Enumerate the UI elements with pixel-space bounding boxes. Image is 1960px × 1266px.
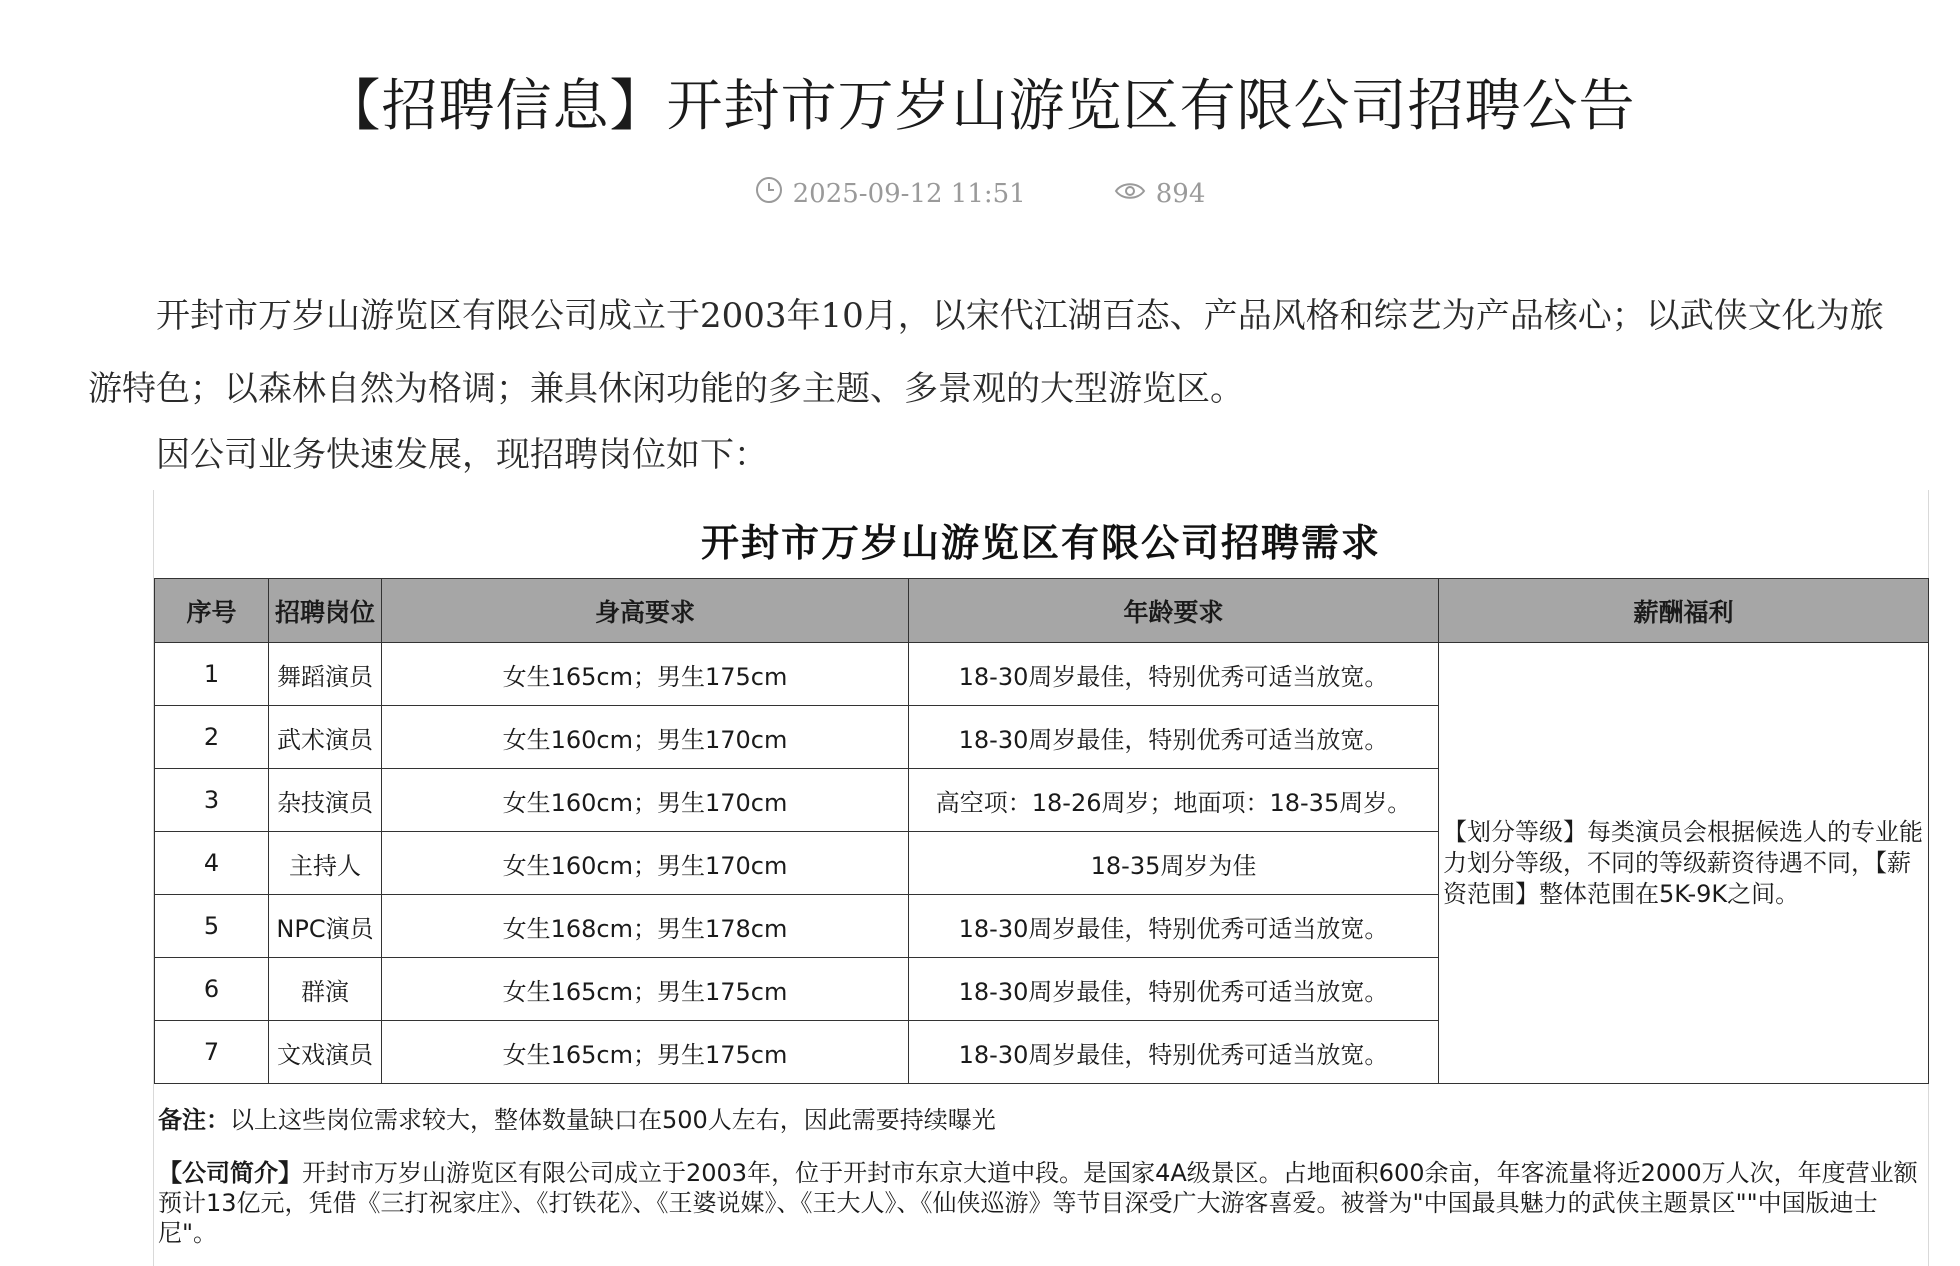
cell-height: 女生160cm；男生170cm [382, 832, 909, 895]
cell-height: 女生165cm；男生175cm [382, 643, 909, 706]
view-count [1114, 179, 1206, 209]
header-age: 年龄要求 [909, 579, 1439, 643]
cell-height: 女生165cm；男生175cm [382, 958, 909, 1021]
cell-position: 杂技演员 [269, 769, 382, 832]
cell-position: NPC演员 [269, 895, 382, 958]
cell-position: 武术演员 [269, 706, 382, 769]
sheet-title: 开封市万岁山游览区有限公司招聘需求 [700, 520, 1381, 565]
cell-height: 女生165cm；男生175cm [382, 1021, 909, 1084]
view-count-text: 894 [1155, 178, 1206, 209]
cell-age: 18-30周岁最佳，特别优秀可适当放宽。 [909, 706, 1439, 769]
cell-position: 舞蹈演员 [269, 643, 382, 706]
cell-no: 2 [155, 706, 269, 769]
cell-position: 群演 [269, 958, 382, 1021]
header-no: 序号 [155, 579, 269, 643]
cell-position: 文戏演员 [269, 1021, 382, 1084]
company-intro-text: 开封市万岁山游览区有限公司成立于2003年，位于开封市东京大道中段。是国家4A级景区。占地面积600余亩，年客流量将近2000万人次，年度营业额预计13亿元，凭借《三打祝家庄》、《打铁花》、《王婆说媒》、《王大人》、《仙侠巡游》等节目深受广大游客喜爱。被誉为"中国最具魅力的武侠主题景区""中国版迪士尼"。 [158, 1159, 1918, 1247]
cell-position: 主持人 [269, 832, 382, 895]
cell-age: 18-30周岁最佳，特别优秀可适当放宽。 [909, 1021, 1439, 1084]
table-row [155, 643, 1929, 706]
cell-age: 18-35周岁为佳 [909, 832, 1439, 895]
cell-height: 女生168cm；男生178cm [382, 895, 909, 958]
publish-date [755, 176, 1026, 211]
company-intro-label: 【公司简介】 [158, 1159, 302, 1187]
article-title: 【招聘信息】开封市万岁山游览区有限公司招聘公告 [324, 74, 1636, 139]
cell-welfare: 【划分等级】每类演员会根据候选人的专业能力划分等级，不同的等级薪资待遇不同，【薪资范围】整体范围在5K-9K之间。 [1439, 643, 1929, 1084]
eye-icon [1114, 179, 1156, 209]
note-label: 备注： [158, 1106, 230, 1134]
clock-icon [755, 176, 793, 211]
header-height: 身高要求 [382, 579, 909, 643]
company-intro [158, 1158, 1922, 1248]
cell-height: 女生160cm；男生170cm [382, 769, 909, 832]
cell-no: 6 [155, 958, 269, 1021]
cell-no: 4 [155, 832, 269, 895]
article-meta [0, 176, 1960, 211]
header-position: 招聘岗位 [269, 579, 382, 643]
intro-paragraph: 开封市万岁山游览区有限公司成立于2003年10月，以宋代江湖百态、产品风格和综艺为产品核心；以武侠文化为旅游特色；以森林自然为格调；兼具休闲功能的多主题、多景观的大型游览区。 [88, 296, 1884, 409]
publish-date-text: 2025-09-12 11:51 [792, 178, 1026, 209]
table-header-row [155, 579, 1929, 643]
cell-no: 1 [155, 643, 269, 706]
note-line [158, 1100, 996, 1135]
cell-no: 7 [155, 1021, 269, 1084]
cell-age: 高空项：18-26周岁；地面项：18-35周岁。 [909, 769, 1439, 832]
positions-lead-paragraph: 因公司业务快速发展，现招聘岗位如下： [156, 435, 768, 475]
header-welfare: 薪酬福利 [1439, 579, 1929, 643]
cell-no: 5 [155, 895, 269, 958]
cell-age: 18-30周岁最佳，特别优秀可适当放宽。 [909, 958, 1439, 1021]
cell-age: 18-30周岁最佳，特别优秀可适当放宽。 [909, 643, 1439, 706]
cell-age: 18-30周岁最佳，特别优秀可适当放宽。 [909, 895, 1439, 958]
cell-height: 女生160cm；男生170cm [382, 706, 909, 769]
recruitment-sheet-image [153, 490, 1929, 1266]
requirements-table [154, 578, 1929, 1084]
note-text: 以上这些岗位需求较大，整体数量缺口在500人左右，因此需要持续曝光 [230, 1106, 996, 1134]
cell-no: 3 [155, 769, 269, 832]
